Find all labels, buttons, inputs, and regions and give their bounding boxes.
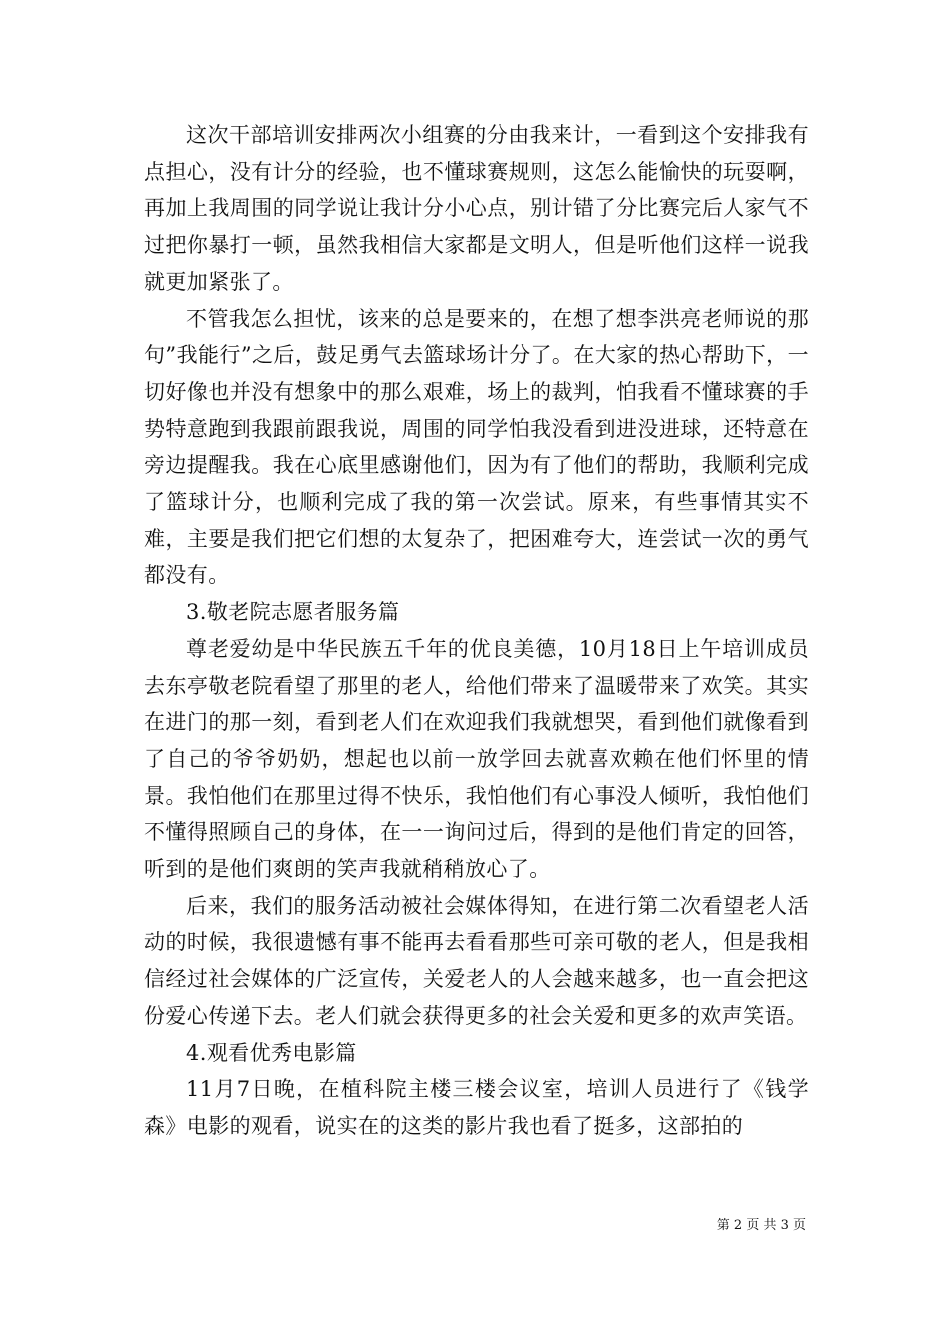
section-heading-movie: 4.观看优秀电影篇 [186, 1040, 357, 1065]
paragraph-media-coverage: 后来，我们的服务活动被社会媒体得知，在进行第二次看望老人活动的时候，我很遗憾有事不能再去看看那些可亲可敬的老人，但是我相信经过社会媒体的广泛宣传，关爱老人的人会越来越多，也一直会把这份爱心传递下去。老人们就会获得更多的社会关爱和更多的欢声笑语。 [144, 893, 809, 1028]
paragraph-nursing-home-visit: 尊老爱幼是中华民族五千年的优良美德，10月18日上午培训成员去东亭敬老院看望了那里的老人，给他们带来了温暖带来了欢笑。其实在进门的那一刻，看到老人们在欢迎我们我就想哭，看到他们就像看到了自己的爷爷奶奶，想起也以前一放学回去就喜欢赖在他们怀里的情景。我怕他们在那里过得不快乐，我怕他们有心事没人倾听，我怕他们不懂得照顾自己的身体，在一一询问过后，得到的是他们肯定的回答，听到的是他们爽朗的笑声我就稍稍放心了。 [144, 636, 809, 882]
page-number-footer: 第 2 页 共 3 页 [716, 1218, 806, 1233]
section-heading-nursing-home: 3.敬老院志愿者服务篇 [186, 600, 400, 625]
paragraph-movie-viewing: 11月7日晚，在植科院主楼三楼会议室，培训人员进行了《钱学森》电影的观看，说实在的这类的影片我也看了挺多，这部拍的 [144, 1077, 809, 1138]
paragraph-scorekeeping-worry: 这次干部培训安排两次小组赛的分由我来计，一看到这个安排我有点担心，没有计分的经验，也不懂球赛规则，这怎么能愉快的玩耍啊，再加上我周围的同学说让我计分小心点，别计错了分比赛完后人家气不过把你暴打一顿，虽然我相信大家都是文明人，但是听他们这样一说我就更加紧张了。 [144, 123, 809, 294]
document-body [144, 117, 809, 1145]
paragraph-scorekeeping-success: 不管我怎么担忧，该来的总是要来的，在想了想李洪亮老师说的那句”我能行”之后，鼓足勇气去篮球场计分了。在大家的热心帮助下，一切好像也并没有想象中的那么艰难，场上的裁判，怕我看不懂球赛的手势特意跑到我跟前跟我说，周围的同学怕我没看到进没进球，还特意在旁边提醒我。我在心底里感谢他们，因为有了他们的帮助，我顺利完成了篮球计分，也顺利完成了我的第一次尝试。原来，有些事情其实不难，主要是我们把它们想的太复杂了，把困难夸大，连尝试一次的勇气都没有。 [144, 306, 809, 588]
